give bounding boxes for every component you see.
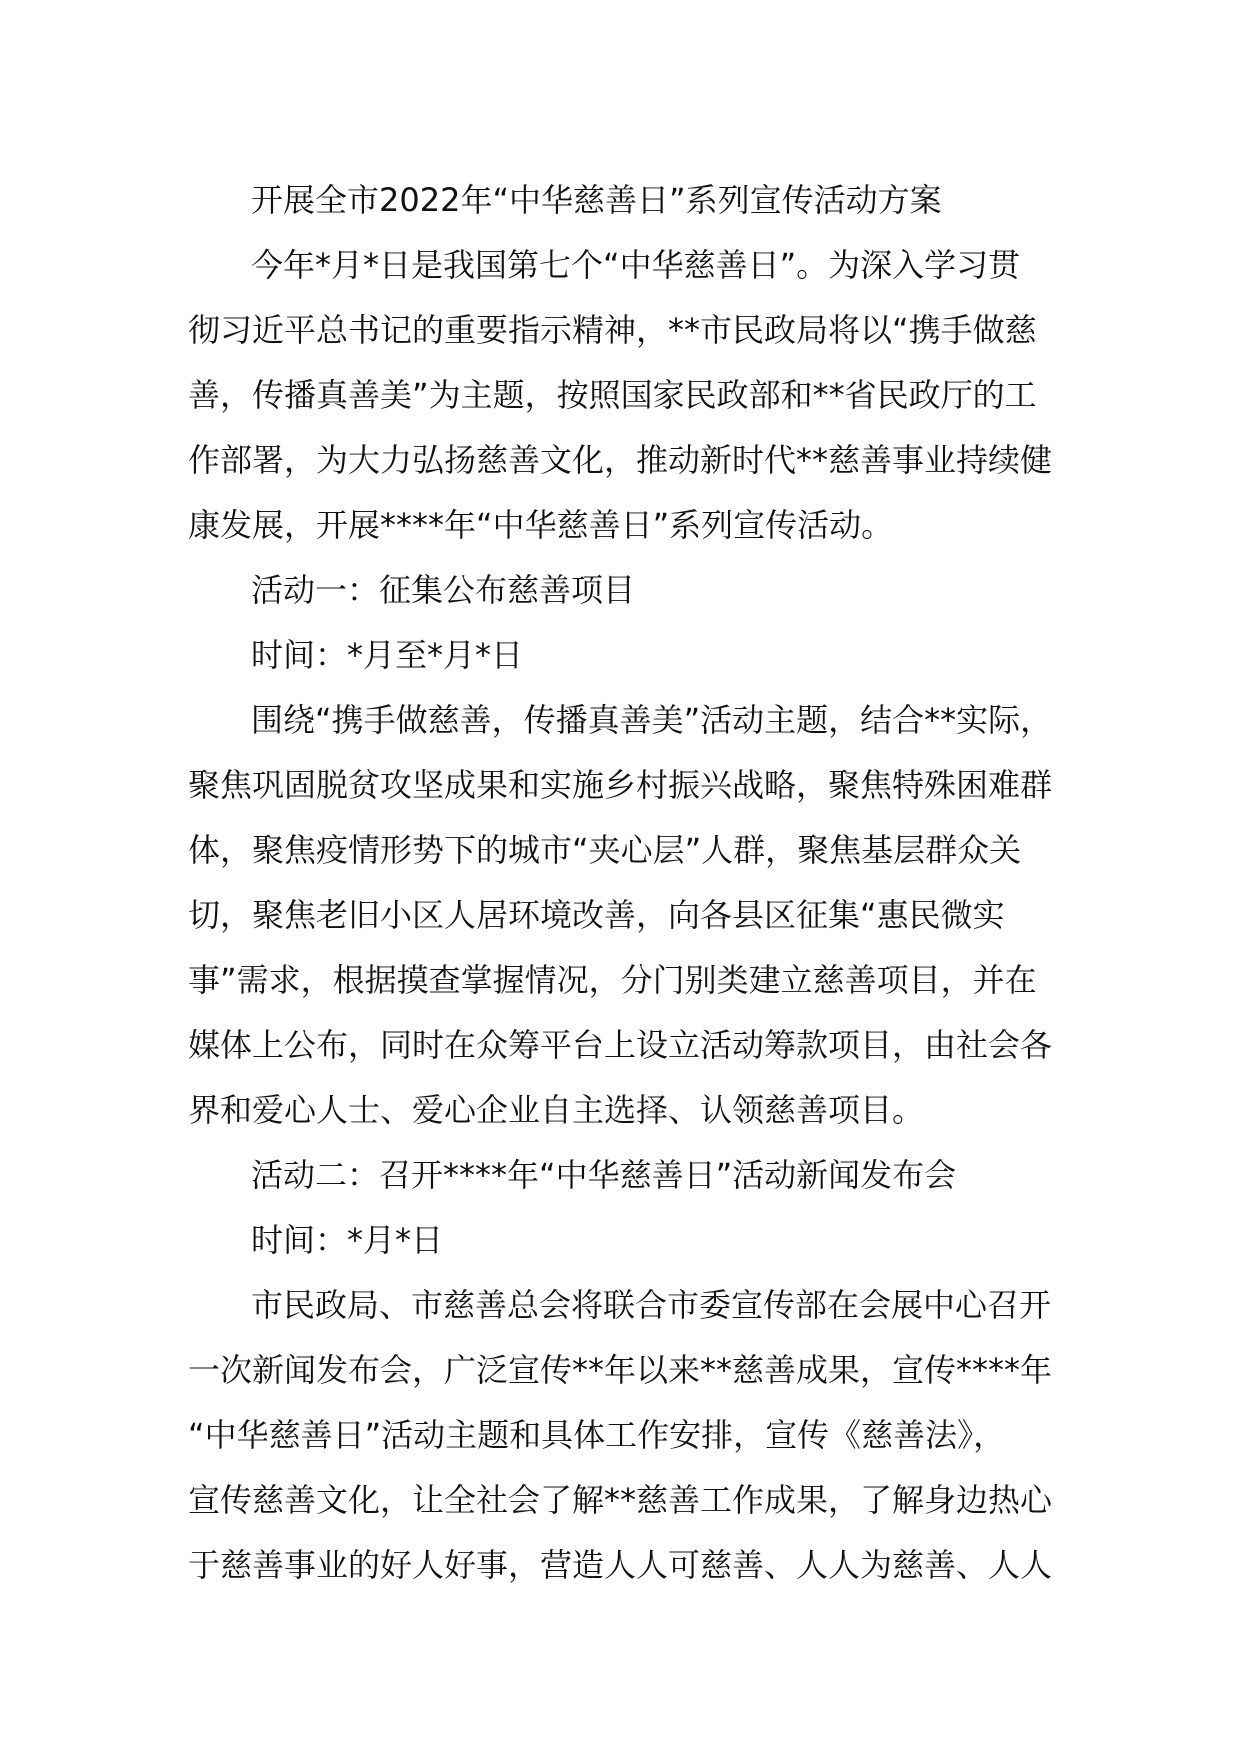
activity2-body-line: 市民政局、市慈善总会将联合市委宣传部在会展中心召开 (251, 1286, 1052, 1324)
intro-line: 作部署，为大力弘扬慈善文化，推动新时代**慈善事业持续健 (188, 441, 1053, 479)
activity1-body-line: 媒体上公布，同时在众筹平台上设立活动筹款项目，由社会各 (188, 1026, 1053, 1064)
intro-line: 善，传播真善美”为主题，按照国家民政部和**省民政厅的工 (188, 376, 1037, 414)
activity2-body-line: 一次新闻发布会，广泛宣传**年以来**慈善成果，宣传****年 (188, 1351, 1053, 1389)
activity2-time: 时间：*月*日 (251, 1221, 444, 1259)
activity2-body-line: “中华慈善日”活动主题和具体工作安排，宣传《慈善法》， (188, 1416, 1006, 1454)
activity2-heading: 活动二：召开****年“中华慈善日”活动新闻发布会 (251, 1156, 957, 1194)
document-title: 开展全市2022年“中华慈善日”系列宣传活动方案 (251, 181, 942, 219)
activity2-body-line: 宣传慈善文化，让全社会了解**慈善工作成果，了解身边热心 (188, 1481, 1053, 1519)
activity1-heading: 活动一：征集公布慈善项目 (251, 571, 636, 609)
activity1-body-line: 围绕“携手做慈善，传播真善美”活动主题，结合**实际， (251, 701, 1053, 739)
intro-line: 今年*月*日是我国第七个“中华慈善日”。为深入学习贯 (251, 246, 1021, 284)
activity1-time: 时间：*月至*月*日 (251, 636, 524, 674)
activity1-body-line: 界和爱心人士、爱心企业自主选择、认领慈善项目。 (188, 1091, 925, 1129)
intro-line: 康发展，开展****年“中华慈善日”系列宣传活动。 (188, 506, 894, 544)
activity1-body-line: 切，聚焦老旧小区人居环境改善，向各县区征集“惠民微实 (188, 896, 1005, 934)
activity2-body-line: 于慈善事业的好人好事，营造人人可慈善、人人为慈善、人人 (188, 1546, 1053, 1584)
activity1-body-line: 聚焦巩固脱贫攻坚成果和实施乡村振兴战略，聚焦特殊困难群 (188, 766, 1053, 804)
intro-line: 彻习近平总书记的重要指示精神，**市民政局将以“携手做慈 (188, 311, 1037, 349)
activity1-body-line: 体，聚焦疫情形势下的城市“夹心层”人群，聚焦基层群众关 (188, 831, 1022, 869)
activity1-body-line: 事”需求，根据摸查掌握情况，分门别类建立慈善项目，并在 (188, 961, 1037, 999)
document-body (188, 168, 1070, 1598)
